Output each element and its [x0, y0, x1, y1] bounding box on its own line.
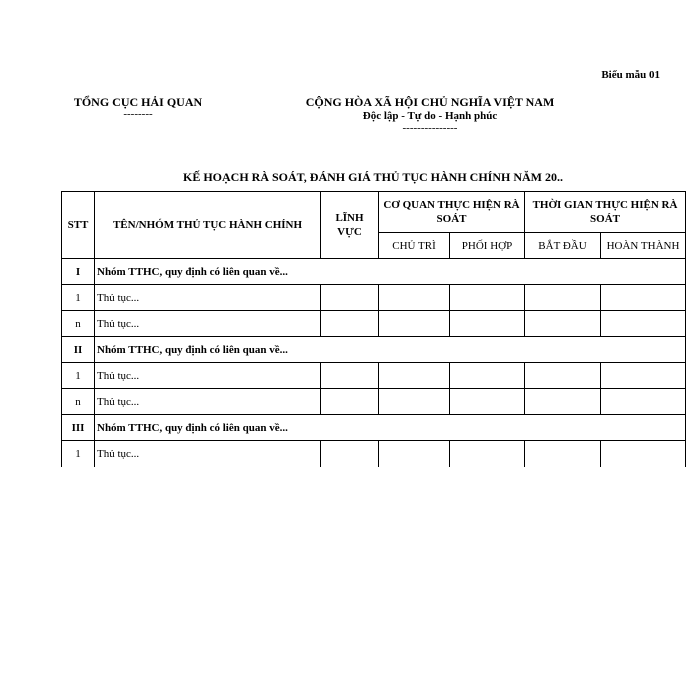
header-coordinate: PHỐI HỢP	[450, 233, 525, 259]
plan-table	[61, 191, 686, 467]
row-stt: n	[62, 389, 95, 415]
lead-cell	[379, 363, 450, 389]
start-cell	[525, 363, 601, 389]
document-title: KẾ HOẠCH RÀ SOÁT, ĐÁNH GIÁ THỦ TỤC HÀNH CHÍNH NĂM 20..	[182, 170, 564, 184]
plan-table-body	[62, 259, 686, 467]
procedure-name: Thủ tục...	[95, 285, 321, 311]
group-row	[62, 415, 686, 441]
finish-cell	[601, 441, 686, 467]
procedure-row	[62, 363, 686, 389]
motto-divider: ---------------	[402, 122, 458, 134]
procedure-name: Thủ tục...	[95, 311, 321, 337]
header-finish: HOÀN THÀNH	[601, 233, 686, 259]
field-cell	[321, 389, 379, 415]
coordinate-cell	[450, 285, 525, 311]
agency-divider: --------	[123, 108, 153, 120]
national-title: CỘNG HÒA XÃ HỘI CHỦ NGHĨA VIỆT NAM	[305, 95, 555, 109]
start-cell	[525, 285, 601, 311]
coordinate-cell	[450, 389, 525, 415]
start-cell	[525, 441, 601, 467]
group-name: Nhóm TTHC, quy định có liên quan về...	[95, 259, 686, 285]
finish-cell	[601, 389, 686, 415]
row-stt: III	[62, 415, 95, 441]
coordinate-cell	[450, 311, 525, 337]
group-row	[62, 337, 686, 363]
finish-cell	[601, 311, 686, 337]
field-cell	[321, 311, 379, 337]
procedure-row	[62, 389, 686, 415]
header-field: LĨNH VỰC	[321, 192, 379, 259]
start-cell	[525, 311, 601, 337]
lead-cell	[379, 311, 450, 337]
row-stt: I	[62, 259, 95, 285]
procedure-row	[62, 285, 686, 311]
procedure-row	[62, 441, 686, 467]
procedure-row	[62, 311, 686, 337]
procedure-name: Thủ tục...	[95, 441, 321, 467]
header-lead: CHỦ TRÌ	[379, 233, 450, 259]
field-cell	[321, 363, 379, 389]
group-name: Nhóm TTHC, quy định có liên quan về...	[95, 337, 686, 363]
header-agency: CƠ QUAN THỰC HIỆN RÀ SOÁT	[379, 192, 525, 233]
group-name: Nhóm TTHC, quy định có liên quan về...	[95, 415, 686, 441]
procedure-name: Thủ tục...	[95, 363, 321, 389]
coordinate-cell	[450, 441, 525, 467]
lead-cell	[379, 285, 450, 311]
header-time: THỜI GIAN THỰC HIỆN RÀ SOÁT	[525, 192, 686, 233]
coordinate-cell	[450, 363, 525, 389]
finish-cell	[601, 363, 686, 389]
header-start: BẮT ĐẦU	[525, 233, 601, 259]
row-stt: II	[62, 337, 95, 363]
finish-cell	[601, 285, 686, 311]
row-stt: 1	[62, 285, 95, 311]
lead-cell	[379, 389, 450, 415]
start-cell	[525, 389, 601, 415]
header-stt: STT	[62, 192, 95, 259]
header-name: TÊN/NHÓM THỦ TỤC HÀNH CHÍNH	[95, 192, 321, 259]
row-stt: 1	[62, 363, 95, 389]
agency-name: TỔNG CỤC HẢI QUAN	[73, 95, 203, 109]
field-cell	[321, 441, 379, 467]
row-stt: n	[62, 311, 95, 337]
field-cell	[321, 285, 379, 311]
form-code: Biểu mẫu 01	[601, 69, 660, 81]
lead-cell	[379, 441, 450, 467]
group-row	[62, 259, 686, 285]
row-stt: 1	[62, 441, 95, 467]
national-motto: Độc lập - Tự do - Hạnh phúc	[362, 110, 498, 122]
procedure-name: Thủ tục...	[95, 389, 321, 415]
